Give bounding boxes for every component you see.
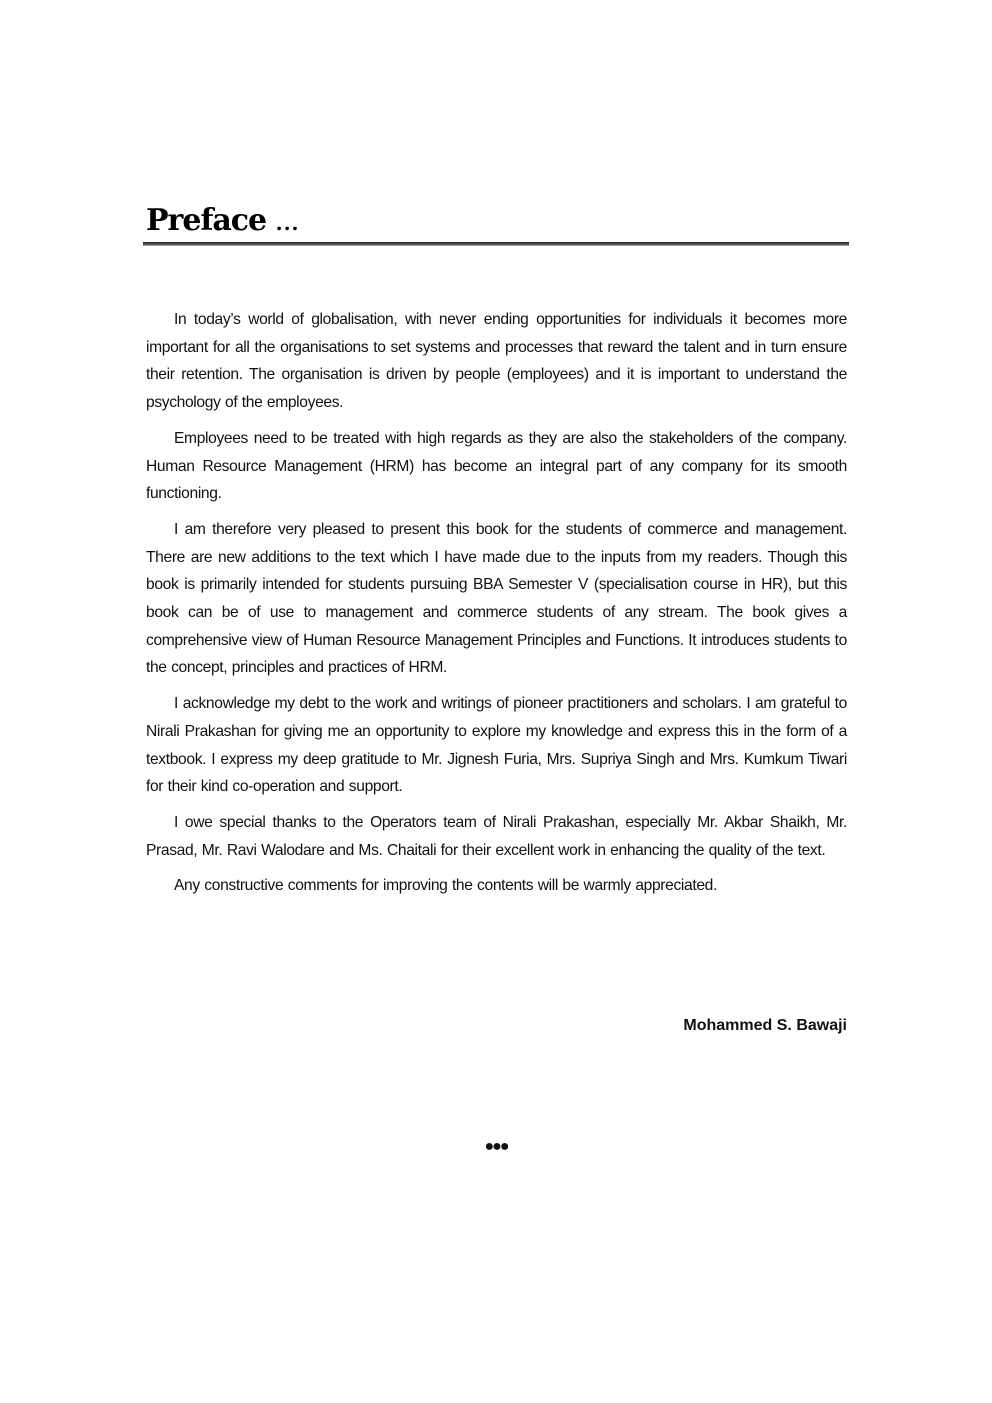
title-rule xyxy=(143,242,849,246)
title-dots: ... xyxy=(275,211,300,235)
paragraph: Employees need to be treated with high regards as they are also the stakeholders of the company. Human Resource Management (HRM) has become an integral part of any company for its smooth functioning. xyxy=(146,429,847,503)
end-mark: ●●● xyxy=(484,1138,508,1155)
paragraph: Any constructive comments for improving the contents will be warmly appreciated. xyxy=(174,877,717,895)
title-text: Preface xyxy=(146,203,267,238)
preface-body xyxy=(146,306,847,908)
author-signature: Mohammed S. Bawaji xyxy=(683,1017,847,1034)
page-title xyxy=(146,203,300,238)
paragraph: I owe special thanks to the Operators team of Nirali Prakashan, especially Mr. Akbar Shaikh, Mr. Prasad, Mr. Ravi Walodare and Ms. Chaitali for their excellent work in enhancing the quality of the text. xyxy=(146,813,847,859)
paragraph: I am therefore very pleased to present this book for the students of commerce and management. There are new additions to the text which I have made due to the inputs from my readers. Though this book is primarily intended for students pursuing BBA Semester V (specialisation course in HR), but this book can be of use to management and commerce students of any stream. The book gives a comprehensive view of Human Resource Management Principles and Functions. It introduces students to the concept, principles and practices of HRM. xyxy=(146,520,847,677)
paragraph: I acknowledge my debt to the work and writings of pioneer practitioners and scholars. I am grateful to Nirali Prakashan for giving me an opportunity to explore my knowledge and express this in the form of a textbook. I express my deep gratitude to Mr. Jignesh Furia, Mrs. Supriya Singh and Mrs. Kumkum Tiwari for their kind co-operation and support. xyxy=(146,695,847,796)
paragraph: In today’s world of globalisation, with never ending opportunities for individuals it becomes more important for all the organisations to set systems and processes that reward the talent and in turn ensure their retention. The organisation is driven by people (employees) and it is important to understand the psychology of the employees. xyxy=(146,311,847,412)
